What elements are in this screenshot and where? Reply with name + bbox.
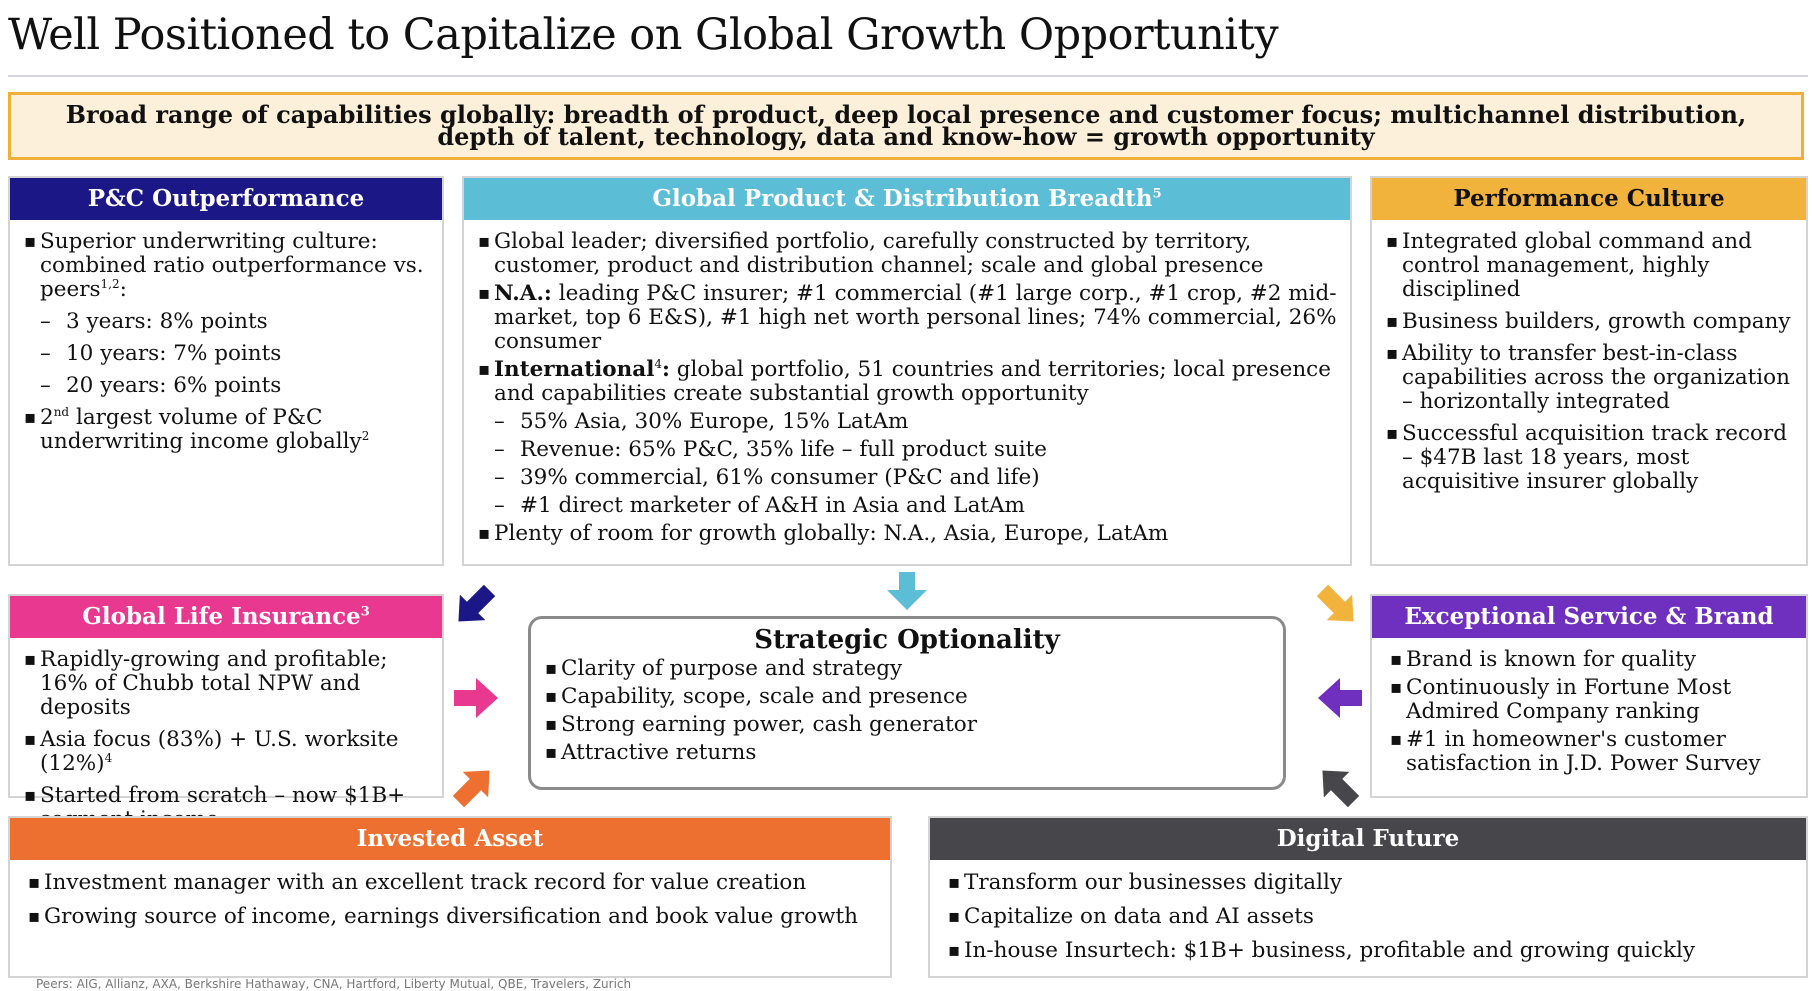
list-item: ▪ Plenty of room for growth globally: N.A., Asia, Europe, LatAm bbox=[478, 522, 1340, 546]
list-item: – 20 years: 6% points bbox=[24, 374, 434, 398]
pc-outperformance-header: P&C Outperformance bbox=[10, 178, 442, 220]
list-item: ▪ Business builders, growth company bbox=[1386, 310, 1798, 334]
list-item: – 55% Asia, 30% Europe, 15% LatAm bbox=[478, 410, 1340, 434]
list-item: ▪ Integrated global command and control management, highly disciplined bbox=[1386, 230, 1798, 302]
list-item: – #1 direct marketer of A&H in Asia and LatAm bbox=[478, 494, 1340, 518]
global-breadth-header: Global Product & Distribution Breadth$^5$ bbox=[464, 178, 1350, 220]
list-item: ▪ Clarity of purpose and strategy bbox=[545, 657, 1275, 681]
page-title: Well Positioned to Capitalize on Global Growth Opportunity bbox=[8, 10, 1279, 60]
summary-banner: Broad range of capabilities globally: breadth of product, deep local presence and customer focus; multichannel distribution, depth of talent, technology, data and know-how = growth opportunity bbox=[8, 92, 1804, 160]
arrow-left-purple-icon bbox=[1316, 674, 1364, 722]
list-item: – 3 years: 8% points bbox=[24, 310, 434, 334]
global-life-box bbox=[8, 594, 444, 808]
list-item: ▪ Capitalize on data and AI assets bbox=[948, 904, 1798, 930]
list-item: ▪ International$^4$: global portfolio, 51 countries and territories; local presence and capabilities create substantial growth opportunity bbox=[478, 358, 1340, 406]
arrow-right-pink-icon bbox=[452, 674, 500, 722]
list-item: ▪ Successful acquisition track record – $47B last 18 years, most acquisitive insurer globally bbox=[1386, 422, 1798, 494]
life-bullet-list bbox=[10, 638, 442, 832]
arrow-down-right-navy-icon bbox=[450, 582, 498, 630]
performance-culture-box bbox=[1370, 176, 1808, 566]
global-bullet-list bbox=[464, 220, 1350, 546]
list-item: ▪ In-house Insurtech: $1B+ business, profitable and growing quickly bbox=[948, 938, 1798, 964]
arrow-up-right-orange-icon bbox=[450, 762, 498, 810]
source-footnote: Peers: AIG, Allianz, AXA, Berkshire Hathaway, CNA, Hartford, Liberty Mutual, QBE, Travelers, Zurich bbox=[36, 977, 632, 991]
invested-bullet-list bbox=[10, 860, 890, 930]
list-item: – 39% commercial, 61% consumer (P&C and life) bbox=[478, 466, 1340, 490]
pc-bullet-list bbox=[10, 220, 442, 454]
digital-future-header: Digital Future bbox=[930, 818, 1806, 860]
strategic-optionality-header: Strategic Optionality bbox=[754, 625, 1060, 655]
arrow-down-left-gold-icon bbox=[1314, 582, 1362, 630]
list-item: ▪ Rapidly-growing and profitable; 16% of Chubb total NPW and deposits bbox=[24, 648, 434, 720]
list-item: ▪ Growing source of income, earnings diversification and book value growth bbox=[28, 904, 882, 930]
strategic-bullet-list bbox=[531, 655, 1283, 765]
performance-bullet-list bbox=[1372, 220, 1806, 494]
digital-future-box bbox=[928, 816, 1808, 978]
digital-bullet-list bbox=[930, 860, 1806, 964]
service-brand-header: Exceptional Service & Brand bbox=[1372, 596, 1806, 638]
performance-culture-header: Performance Culture bbox=[1372, 178, 1806, 220]
global-life-header: Global Life Insurance$^3$ bbox=[10, 596, 442, 638]
list-item: ▪ Superior underwriting culture: combined ratio outperformance vs. peers$^{1,2}$: bbox=[24, 230, 434, 302]
invested-asset-box bbox=[8, 816, 892, 978]
list-item: ▪ Asia focus (83%) + U.S. worksite $(12\%)^4$ bbox=[24, 728, 434, 776]
list-item: ▪ N.A.: leading P&C insurer; #1 commercial (#1 large corp., #1 crop, #2 mid-market, top 6 E&S), #1 high net worth personal lines; 74% commercial, 26% consumer bbox=[478, 282, 1340, 354]
global-breadth-box bbox=[462, 176, 1352, 566]
arrow-up-left-gray-icon bbox=[1314, 762, 1362, 810]
list-item: ▪ Attractive returns bbox=[545, 741, 1275, 765]
list-item: ▪ #1 in homeowner's customer satisfaction in J.D. Power Survey bbox=[1390, 728, 1798, 776]
list-item: ▪ Strong earning power, cash generator bbox=[545, 713, 1275, 737]
list-item: ▪ 2nd largest volume of P&C underwriting income globally$^2$ bbox=[24, 406, 434, 454]
list-item: ▪ Investment manager with an excellent track record for value creation bbox=[28, 870, 882, 896]
list-item: ▪ Transform our businesses digitally bbox=[948, 870, 1798, 896]
list-item: – 10 years: 7% points bbox=[24, 342, 434, 366]
list-item: ▪ Capability, scope, scale and presence bbox=[545, 685, 1275, 709]
list-item: – Revenue: 65% P&C, 35% life – full product suite bbox=[478, 438, 1340, 462]
invested-asset-header: Invested Asset bbox=[10, 818, 890, 860]
service-brand-box bbox=[1370, 594, 1808, 798]
list-item: ▪ Brand is known for quality bbox=[1390, 648, 1798, 672]
title-divider bbox=[8, 75, 1808, 77]
pc-outperformance-box bbox=[8, 176, 444, 566]
service-bullet-list bbox=[1372, 638, 1806, 776]
list-item: ▪ Continuously in Fortune Most Admired Company ranking bbox=[1390, 676, 1798, 724]
list-item: ▪ Global leader; diversified portfolio, carefully constructed by territory, customer, product and distribution channel; scale and global presence bbox=[478, 230, 1340, 278]
list-item: ▪ Started from scratch – now $1B+ bbox=[24, 784, 434, 832]
arrow-down-teal-icon bbox=[883, 572, 931, 612]
strategic-optionality-box bbox=[528, 616, 1286, 790]
list-item: ▪ Ability to transfer best-in-class capabilities across the organization – horizontally integrated bbox=[1386, 342, 1798, 414]
